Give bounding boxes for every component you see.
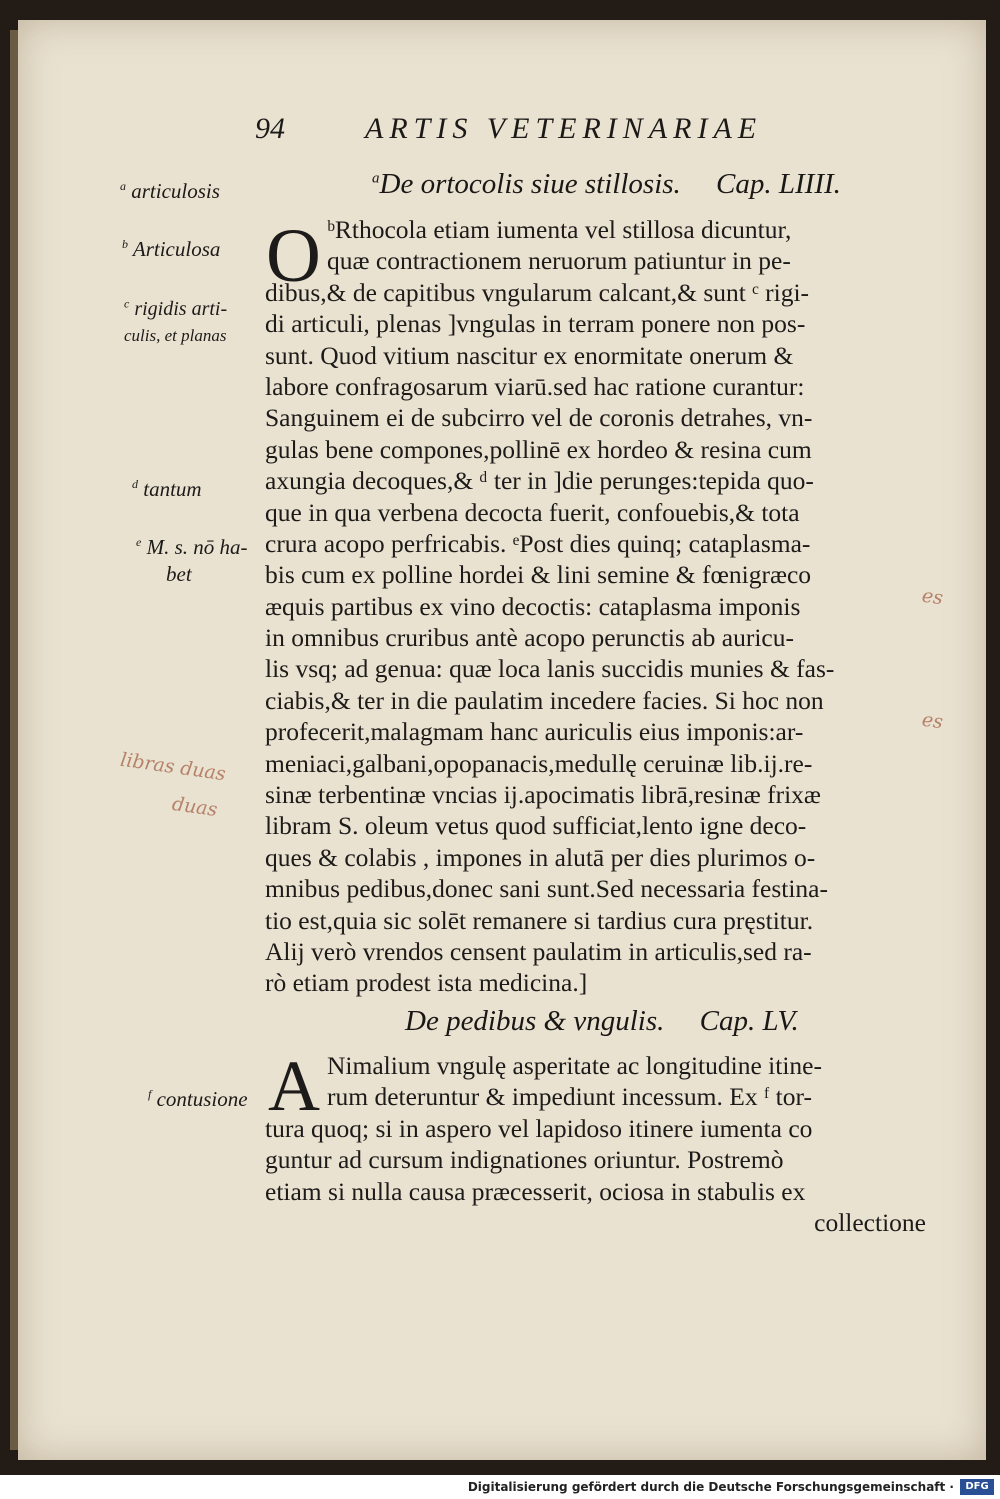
text-line: libram S. oleum vetus quod sufficiat,lento igne deco- bbox=[265, 811, 807, 841]
margin-note-c bbox=[124, 296, 227, 348]
text-line: di articuli, plenas ]vngulas in terram ponere non pos- bbox=[265, 309, 806, 339]
chapter-2-body bbox=[265, 1046, 930, 1238]
text-line: rò etiam prodest ista medicina.] bbox=[265, 968, 588, 998]
drop-cap-1: O bbox=[266, 214, 321, 298]
note-mark: c bbox=[124, 296, 130, 311]
text-line: quæ contractionem neruorum patiuntur in pe- bbox=[327, 246, 791, 276]
note-text: tantum bbox=[143, 477, 202, 501]
text-line: sunt. Quod vitium nascitur ex enormitate onerum & bbox=[265, 340, 794, 370]
handwritten-note: es bbox=[920, 708, 945, 734]
text-line: æquis partibus ex vino decoctis: cataplasma imponis bbox=[265, 591, 801, 621]
text-line: in omnibus cruribus antè acopo perunctis ab auricu- bbox=[265, 623, 794, 653]
text-line: mnibus pedibus,donec sani sunt.Sed necessaria festina- bbox=[265, 874, 828, 904]
text-line: Nimalium vngulę asperitate ac longitudine itine- bbox=[327, 1051, 822, 1080]
funding-credit: Digitalisierung gefördert durch die Deutsche Forschungsgemeinschaft · bbox=[467, 1480, 954, 1494]
chapter-heading-2 bbox=[405, 1005, 799, 1038]
running-header bbox=[235, 100, 855, 145]
chapter-heading-1-mark: a bbox=[372, 170, 380, 187]
text-line: tio est,quia sic solēt remanere si tardius cura pręstitur. bbox=[265, 905, 814, 935]
note-text: contusione bbox=[156, 1087, 248, 1111]
chapter-heading-1 bbox=[372, 168, 841, 201]
chapter-1-body bbox=[265, 214, 930, 999]
drop-cap-2: A bbox=[268, 1046, 320, 1126]
text-line: dibus,& de capitibus vngularum calcant,& sunt ᶜ rigi- bbox=[265, 277, 810, 307]
text-line: que in qua verbena decocta fuerit, confouebis,& tota bbox=[265, 497, 800, 527]
text-line: tura quoq; si in aspero vel lapidoso itinere iumenta co bbox=[265, 1113, 813, 1143]
page-number: 94 bbox=[255, 112, 285, 145]
text-line: rum deteruntur & impediunt incessum. Ex ᶠ tor- bbox=[327, 1082, 812, 1112]
chapter-heading-2-text: De pedibus & vngulis. bbox=[405, 1005, 665, 1037]
handwritten-note: duas bbox=[170, 792, 219, 822]
note-mark: e bbox=[136, 535, 142, 549]
running-head: ARTIS VETERINARIAE bbox=[365, 112, 763, 145]
text-line: crura acopo perfricabis. ᵉPost dies quinq; cataplasma- bbox=[265, 528, 811, 558]
text-line: meniaci,galbani,opopanacis,medullę ceruinæ lib.ij.re- bbox=[265, 748, 813, 778]
text-line: guntur ad cursum indignationes oriuntur. Postremò bbox=[265, 1145, 784, 1175]
catchword: collectione bbox=[814, 1207, 926, 1237]
note-text: rigidis arti- bbox=[134, 298, 228, 320]
text-line: ᵇRthocola etiam iumenta vel stillosa dicuntur, bbox=[327, 215, 792, 244]
margin-note-f bbox=[148, 1086, 248, 1113]
text-line: Sanguinem ei de subcirro vel de coronis detrahes, vn- bbox=[265, 403, 813, 433]
text-line: bis cum ex polline hordei & lini semine & fœnigræco bbox=[265, 560, 812, 590]
dfg-logo-icon: DFG bbox=[960, 1479, 994, 1495]
text-line: lis vsq; ad genua: quæ loca lanis succidis munies & fas- bbox=[265, 654, 835, 684]
chapter-label-2: Cap. LV. bbox=[699, 1005, 799, 1037]
digitization-footer bbox=[0, 1475, 1000, 1499]
chapter-label-1: Cap. LIIII. bbox=[716, 168, 841, 200]
note-text-cont: culis, et planas bbox=[124, 326, 227, 345]
text-line: axungia decoques,& ᵈ ter in ]die perunges:tepida quo- bbox=[265, 466, 814, 496]
text-line: ques & colabis , impones in alutā per dies plurimos o- bbox=[265, 842, 816, 872]
note-mark: a bbox=[120, 179, 126, 193]
text-line: sinæ terbentinæ vncias ij.apocimatis librā,resinæ frixæ bbox=[265, 780, 821, 810]
note-mark: d bbox=[132, 477, 138, 491]
text-line: gulas bene compones,pollinē ex hordeo & resina cum bbox=[265, 434, 812, 464]
margin-note-d bbox=[132, 476, 202, 503]
note-text: articulosis bbox=[131, 179, 220, 203]
note-text: M. s. nō ha- bbox=[146, 535, 248, 559]
text-line: labore confragosarum viarū.sed hac ratione curantur: bbox=[265, 371, 805, 401]
handwritten-note: libras duas bbox=[118, 748, 228, 786]
note-text-cont: bet bbox=[166, 562, 192, 587]
text-line: etiam si nulla causa præcesserit, ociosa in stabulis ex bbox=[265, 1176, 806, 1206]
chapter-heading-1-text: De ortocolis siue stillosis. bbox=[379, 168, 681, 200]
margin-note-a bbox=[120, 178, 220, 205]
margin-note-b bbox=[122, 236, 220, 263]
text-line: ciabis,& ter in die paulatim incedere facies. Si hoc non bbox=[265, 685, 824, 715]
margin-note-e bbox=[136, 534, 248, 589]
handwritten-note: es bbox=[920, 584, 945, 610]
text-line: Alij verò vrendos censent paulatim in articulis,sed ra- bbox=[265, 936, 812, 966]
note-text: Articulosa bbox=[132, 237, 221, 261]
text-line: profecerit,malagmam hanc auriculis eius imponis:ar- bbox=[265, 717, 804, 747]
note-mark: b bbox=[122, 237, 128, 251]
note-mark: f bbox=[148, 1087, 152, 1101]
